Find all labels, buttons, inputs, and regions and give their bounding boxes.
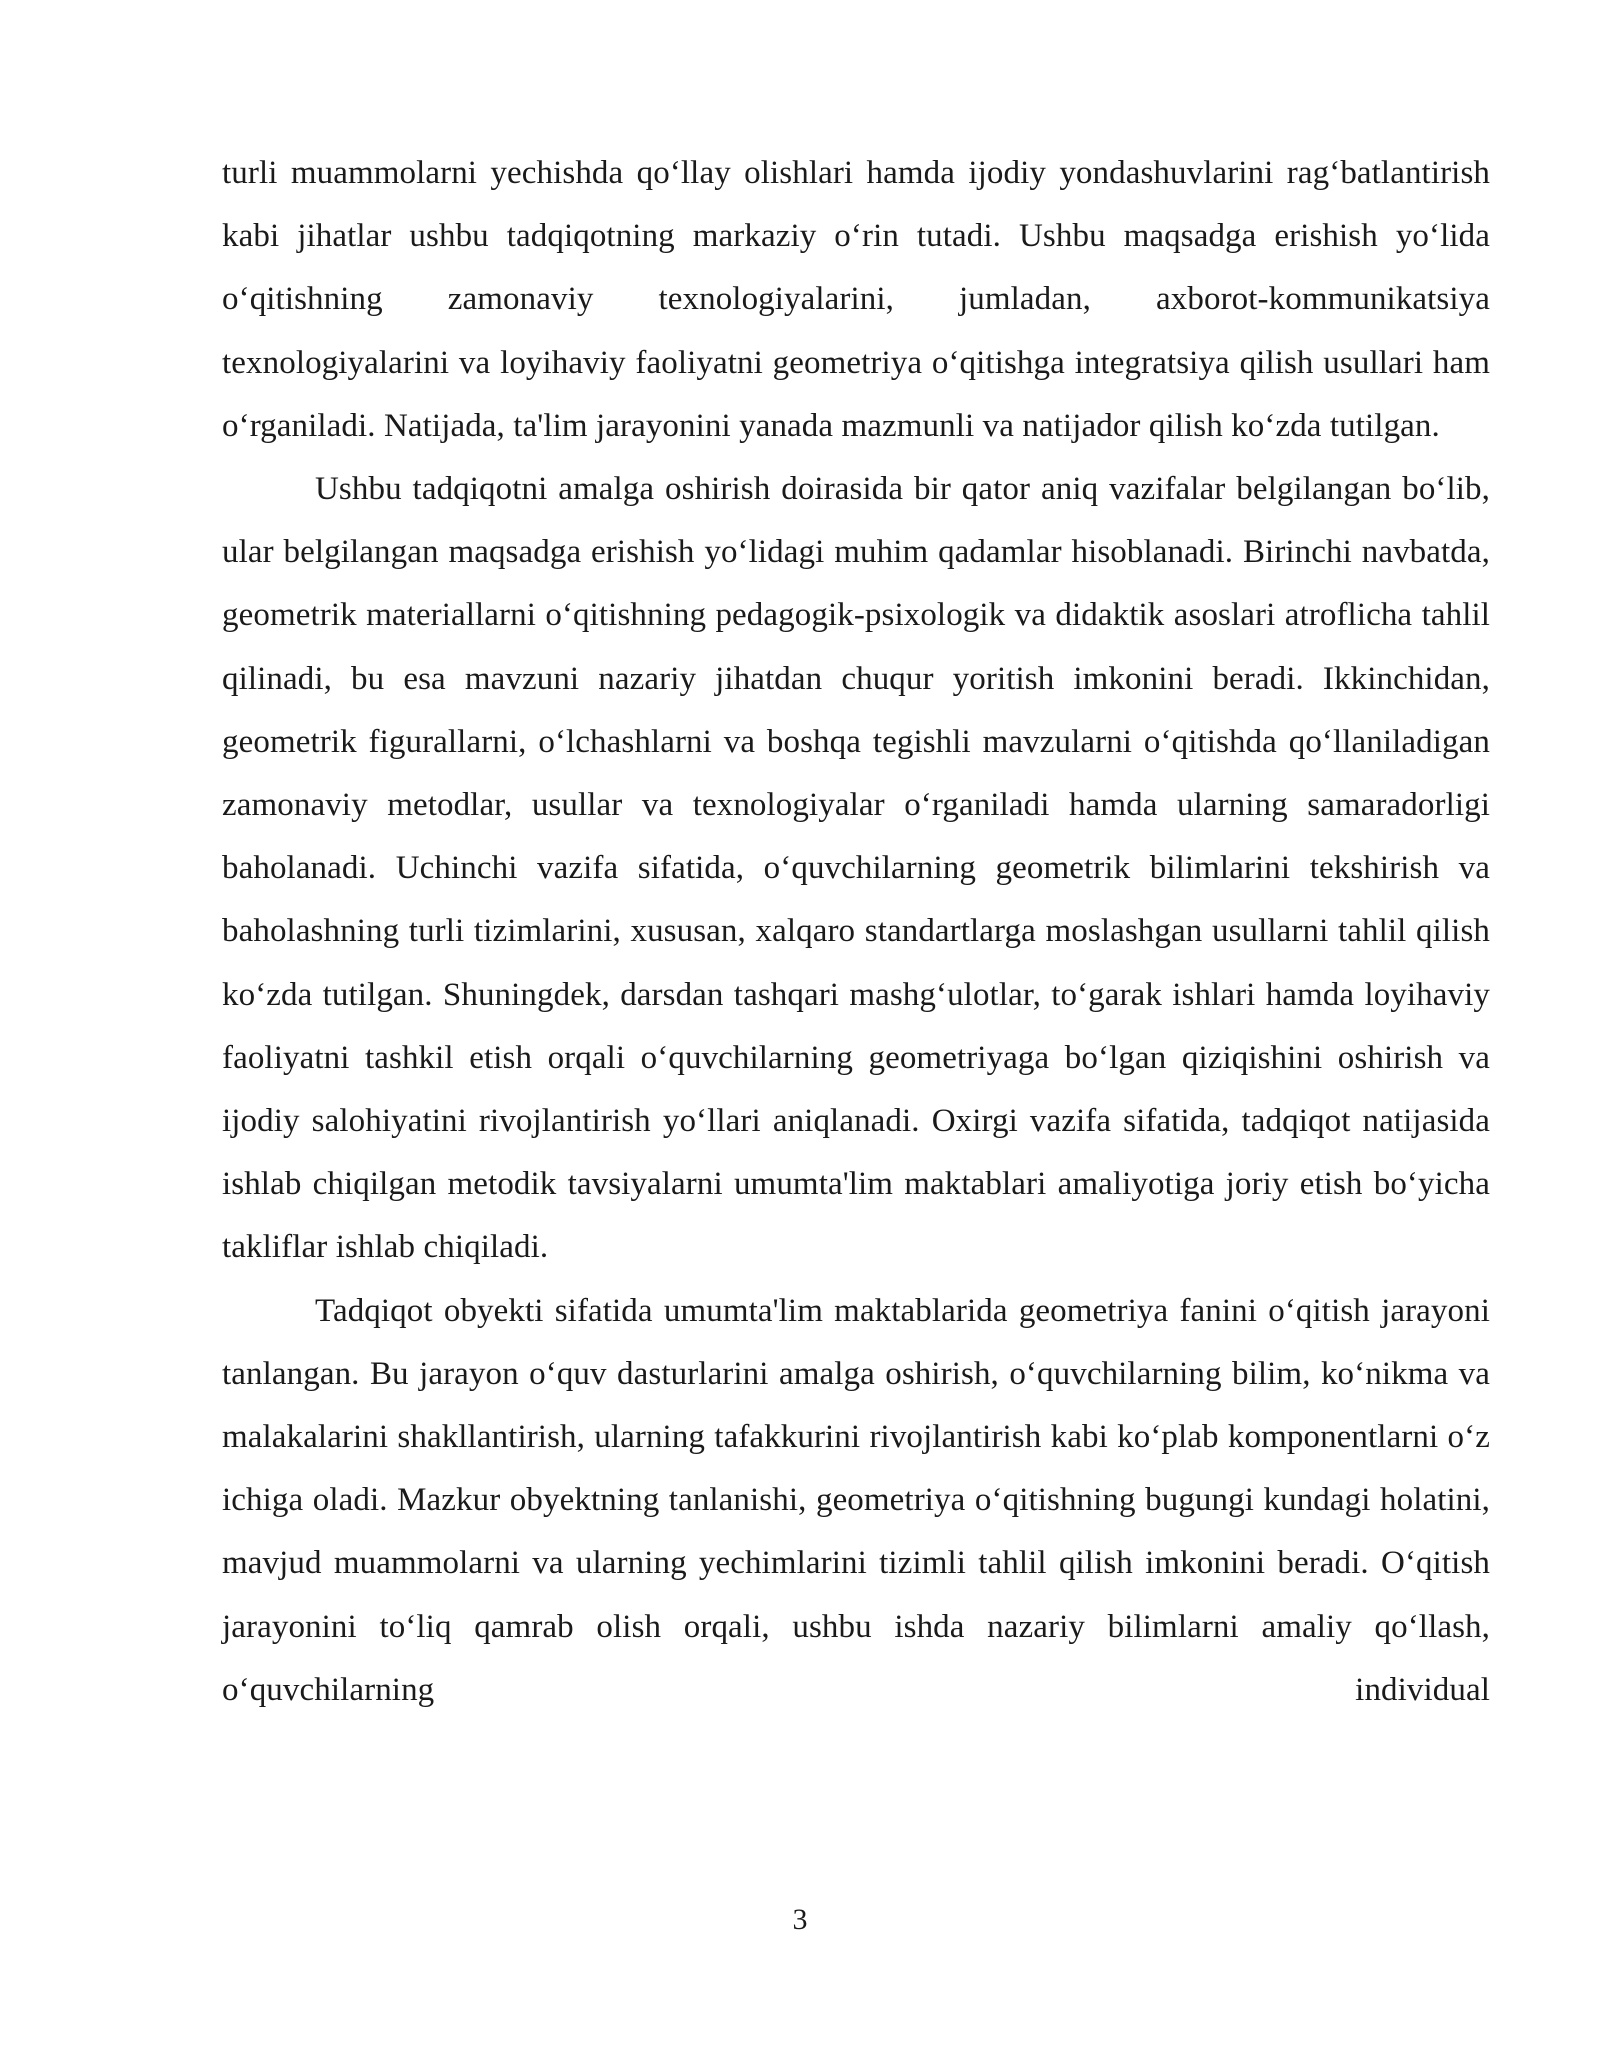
paragraph-continued: turli muammolarni yechishda qoʻllay olishlari hamda ijodiy yondashuvlarini ragʻbatlantirish kabi jihatlar ushbu tadqiqotning markaziy oʻrin tutadi. Ushbu maqsadga erishish yoʻlida oʻqitishning zamonaviy texnologiyalarini, jumladan, axborot-kommunikatsiya texnologiyalarini va loyihaviy faoliyatni geometriya oʻqitishga integratsiya qilish usullari ham oʻrganiladi. Natijada, ta'lim jarayonini yanada mazmunli va natijador qilish koʻzda tutilgan. — [222, 155, 1490, 444]
paragraph-research-object: Tadqiqot obyekti sifatida umumta'lim maktablarida geometriya fanini oʻqitish jarayoni tanlangan. Bu jarayon oʻquv dasturlarini amalga oshirish, oʻquvchilarning bilim, koʻnikma va malakalarini shakllantirish, ularning tafakkurini rivojlantirish kabi koʻplab komponentlarni oʻz ichiga oladi. Mazkur obyektning tanlanishi, geometriya oʻqitishning bugungi kundagi holatini, mavjud muammolarni va ularning yechimlarini tizimli tahlil qilish imkonini beradi. Oʻqitish jarayonini toʻliq qamrab olish orqali, ushbu ishda nazariy bilimlarni amaliy qoʻllash, oʻquvchilarning individual — [222, 1292, 1490, 1708]
body-text — [222, 142, 1490, 1722]
page-number: 3 — [792, 1903, 808, 1936]
paragraph-tasks: Ushbu tadqiqotni amalga oshirish doirasida bir qator aniq vazifalar belgilangan boʻlib, ular belgilangan maqsadga erishish yoʻlidagi muhim qadamlar hisoblanadi. Birinchi navbatda, geometrik materiallarni oʻqitishning pedagogik-psixologik va didaktik asoslari atroflicha tahlil qilinadi, bu esa mavzuni nazariy jihatdan chuqur yoritish imkonini beradi. Ikkinchidan, geometrik figurallarni, oʻlchashlarni va boshqa tegishli mavzularni oʻqitishda qoʻllaniladigan zamonaviy metodlar, usullar va texnologiyalar oʻrganiladi hamda ularning samaradorligi baholanadi. Uchinchi vazifa sifatida, oʻquvchilarning geometrik bilimlarini tekshirish va baholashning turli tizimlarini, xususan, xalqaro standartlarga moslashgan usullarni tahlil qilish koʻzda tutilgan. Shuningdek, darsdan tashqari mashgʻulotlar, toʻgarak ishlari hamda loyihaviy faoliyatni tashkil etish orqali oʻquvchilarning geometriyaga boʻlgan qiziqishini oshirish va ijodiy salohiyatini rivojlantirish yoʻllari aniqlanadi. Oxirgi vazifa sifatida, tadqiqot natijasida ishlab chiqilgan metodik tavsiyalarni umumta'lim maktablari amaliyotiga joriy etish boʻyicha takliflar ishlab chiqiladi. — [222, 471, 1490, 1266]
